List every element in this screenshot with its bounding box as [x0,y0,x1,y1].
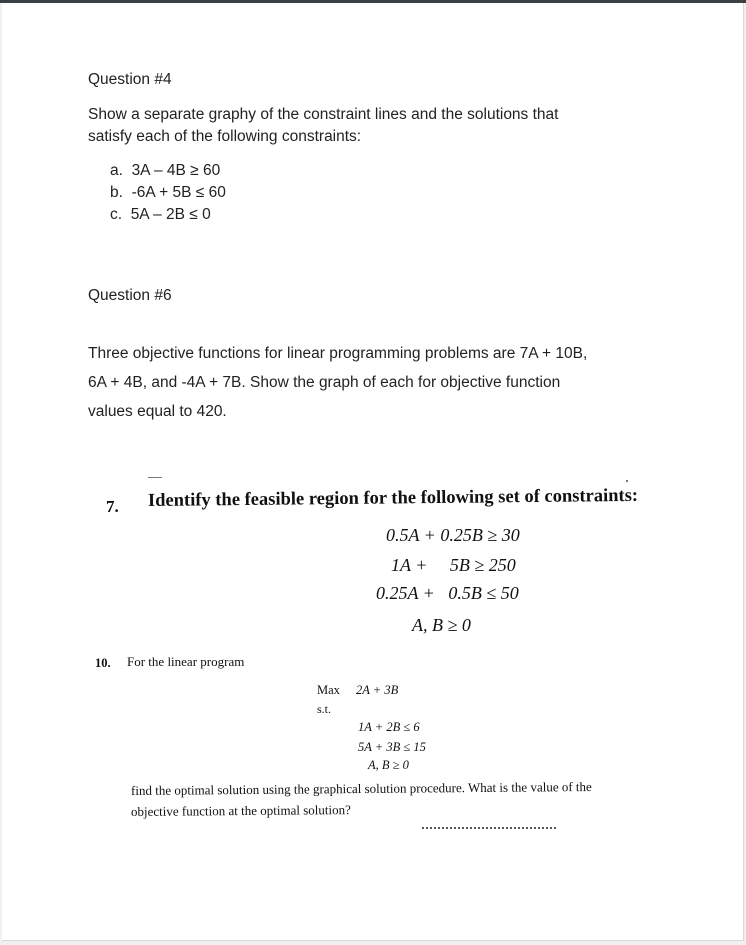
cropped-text-remnant [422,827,558,829]
q7-constraint-3: 0.25A + 0.5B ≤ 50 [376,583,519,603]
document-page [2,3,744,941]
list-marker: a. [110,162,123,179]
constraint-list-item [110,162,220,180]
list-marker: c. [110,206,123,223]
question-10-text-line-2: objective function at the optimal solution? [130,802,351,819]
subject-to-label: s.t. [317,702,332,716]
list-marker: b. [110,184,123,201]
q10-constraint-2: 5A + 3B ≤ 15 [358,740,426,754]
constraint-text: 3A – 4B ≥ 60 [131,162,221,179]
question-10-number: 10. [95,656,111,670]
scan-artifact-mark [148,477,162,478]
question-6-title: Question #6 [88,287,172,304]
question-10-text-line-1: find the optimal solution using the graphical solution procedure. What is the value of the [130,778,592,798]
constraint-list-item [110,184,226,202]
q10-constraint-1: 1A + 2B ≤ 6 [358,720,420,734]
question-6-line-1: Three objective functions for linear programming problems are 7A + 10B, [88,345,588,362]
q10-constraint-3: A, B ≥ 0 [368,758,409,772]
constraint-text: -6A + 5B ≤ 60 [131,184,226,201]
question-6-line-3: values equal to 420. [88,403,227,420]
max-label: Max [317,683,340,697]
question-7-prompt: Identify the feasible region for the following set of constraints: [147,485,639,511]
question-7-number: 7. [106,497,119,516]
question-4-intro-line-2: satisfy each of the following constraints: [88,128,362,145]
question-10-prompt: For the linear program [127,654,245,669]
scan-artifact-dot [626,480,628,482]
constraint-list-item [110,206,211,224]
question-4-intro-line-1: Show a separate graphy of the constraint lines and the solutions that [88,106,559,123]
constraint-text: 5A – 2B ≤ 0 [130,206,211,223]
q7-constraint-4: A, B ≥ 0 [412,615,471,635]
q7-constraint-1: 0.5A + 0.25B ≥ 30 [386,525,520,545]
question-4-title: Question #4 [88,71,172,88]
question-6-line-2: 6A + 4B, and -4A + 7B. Show the graph of each for objective function [88,374,561,391]
objective-function: 2A + 3B [356,683,399,697]
q7-constraint-2: 1A + 5B ≥ 250 [391,555,516,575]
